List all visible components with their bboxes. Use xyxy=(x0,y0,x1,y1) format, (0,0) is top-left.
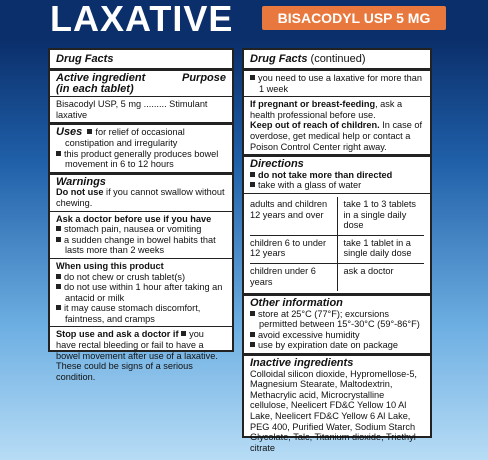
divider xyxy=(50,122,232,125)
directions-text: take with a glass of water xyxy=(258,180,362,191)
do-not-use-bold: Do not use xyxy=(56,187,104,198)
inactive-label: Inactive ingredients xyxy=(250,357,354,370)
table-row xyxy=(250,235,424,263)
pregnant-bold: If pregnant or breast-feeding xyxy=(250,99,376,110)
active-ingredient-label: Active ingredient xyxy=(56,72,146,84)
ask-item xyxy=(56,224,226,235)
stop-use xyxy=(56,329,226,382)
bullet-icon xyxy=(56,305,61,310)
pregnant-text: , ask a health professional before use. xyxy=(250,99,403,120)
brand-title: LAXATIVE xyxy=(50,0,234,39)
table-row xyxy=(250,197,424,235)
stop-use-text: you have rectal bleeding or fail to have a bowel movement after use of a laxative. These could be signs of a serious condition. xyxy=(56,329,218,382)
drug-facts-panel-right xyxy=(242,48,432,453)
active-sub-label: (in each tablet) xyxy=(56,82,134,95)
bullet-icon xyxy=(250,172,255,177)
uses-item xyxy=(56,127,226,148)
keep-out-warning xyxy=(250,120,424,152)
drug-facts-continued-title xyxy=(250,53,424,66)
bullet-icon xyxy=(250,75,255,80)
dosage-table xyxy=(250,197,424,291)
do-not-use-text: if you cannot swallow without chewing. xyxy=(56,187,225,208)
when-item xyxy=(56,303,226,324)
other-item xyxy=(250,330,424,341)
other-text: store at 25°C (77°F); excursions permitted between 15°-30°C (59°-86°F) xyxy=(258,308,420,330)
warnings-label: Warnings xyxy=(56,175,106,188)
bullet-icon xyxy=(56,237,61,242)
divider xyxy=(244,193,430,194)
directions-item xyxy=(250,170,424,181)
other-item xyxy=(250,309,424,330)
ask-text: stomach pain, nausea or vomiting xyxy=(64,224,202,235)
directions-label: Directions xyxy=(250,158,304,171)
do-not-use xyxy=(56,187,226,208)
drug-facts-title: Drug Facts xyxy=(56,53,114,65)
active-ingredient-line: Bisacodyl USP, 5 mg ......... Stimulant laxative xyxy=(56,99,208,120)
bullet-icon xyxy=(250,332,255,337)
inactive-text: Colloidal silicon dioxide, Hypromellose-5, Magnesium Stearate, Maltodextrin, Methacrylic acid, Microcrystalline cellulose, Neelicert FD&C Yellow 10 Al Lake, Neelicert FD&C Yellow 6 Al Lake, PEG 400, Purified Water, Sodium Starch Glycolate, Talc, Titanium dioxide, Triethyl citrate xyxy=(250,368,417,453)
bullet-icon xyxy=(250,182,255,187)
active-header xyxy=(56,73,226,84)
when-item xyxy=(56,272,226,283)
other-text: use by expiration date on package xyxy=(258,340,398,351)
dosage-dose: take 1 to 3 tablets in a single daily dose xyxy=(337,197,424,235)
pregnant-warning xyxy=(250,99,424,120)
when-text: it may cause stomach discomfort, faintness, and cramps xyxy=(64,303,201,324)
when-item xyxy=(56,282,226,303)
continued-text: you need to use a laxative for more than 1 week xyxy=(258,73,422,94)
drug-facts-panel-left xyxy=(48,48,234,382)
continued-item xyxy=(250,73,424,94)
table-row xyxy=(250,263,424,291)
bullet-icon xyxy=(56,284,61,289)
divider xyxy=(244,293,430,296)
keep-out-bold: Keep out of reach of children. xyxy=(250,120,380,131)
dosage-who: adults and children 12 years and over xyxy=(250,198,328,220)
bullet-icon xyxy=(56,274,61,279)
other-text: avoid excessive humidity xyxy=(258,329,360,340)
uses-text: this product generally produces bowel movement in 6 to 12 hours xyxy=(64,148,219,170)
continued-label: (continued) xyxy=(310,53,366,65)
directions-text: do not take more than directed xyxy=(258,169,393,180)
bullet-icon xyxy=(181,331,186,336)
other-info-label: Other information xyxy=(250,297,343,310)
stop-use-bold: Stop use and ask a doctor if xyxy=(56,329,179,340)
dosage-dose: ask a doctor xyxy=(337,263,424,291)
when-using-heading: When using this product xyxy=(56,260,164,271)
divider xyxy=(50,211,232,212)
strength-badge: BISACODYL USP 5 MG xyxy=(262,6,446,30)
ask-doctor-heading: Ask a doctor before use if you have xyxy=(56,213,212,224)
drug-facts-title-text: Drug Facts xyxy=(250,53,308,65)
bullet-icon xyxy=(250,342,255,347)
keep-out-text: In case of overdose, get medical help or contact a Poison Control Center right away. xyxy=(250,120,423,152)
header xyxy=(0,0,488,39)
dosage-dose: take 1 tablet in a single daily dose xyxy=(337,235,424,263)
uses-text: for relief of occasional constipation and irregularity xyxy=(65,127,185,148)
bullet-icon xyxy=(56,151,61,156)
ask-text: a sudden change in bowel habits that lasts more than 2 weeks xyxy=(64,234,216,256)
divider xyxy=(50,96,232,97)
divider xyxy=(50,326,232,327)
divider xyxy=(50,68,232,71)
uses-item xyxy=(56,149,226,170)
bullet-icon xyxy=(87,129,92,134)
bullet-icon xyxy=(250,311,255,316)
ask-item xyxy=(56,235,226,256)
dosage-who: children 6 to under 12 years xyxy=(250,235,337,263)
divider xyxy=(244,154,430,157)
divider xyxy=(50,258,232,259)
when-text: do not use within 1 hour after taking an antacid or milk xyxy=(64,282,223,303)
divider xyxy=(244,68,430,71)
bullet-icon xyxy=(56,226,61,231)
directions-item xyxy=(250,180,424,191)
uses-label: Uses xyxy=(56,126,83,139)
other-item xyxy=(250,340,424,351)
divider xyxy=(244,353,430,356)
dosage-who: children under 6 years xyxy=(250,263,337,291)
purpose-label: Purpose xyxy=(181,72,226,84)
when-text: do not chew or crush tablet(s) xyxy=(64,271,186,282)
divider xyxy=(50,172,232,175)
divider xyxy=(244,96,430,97)
